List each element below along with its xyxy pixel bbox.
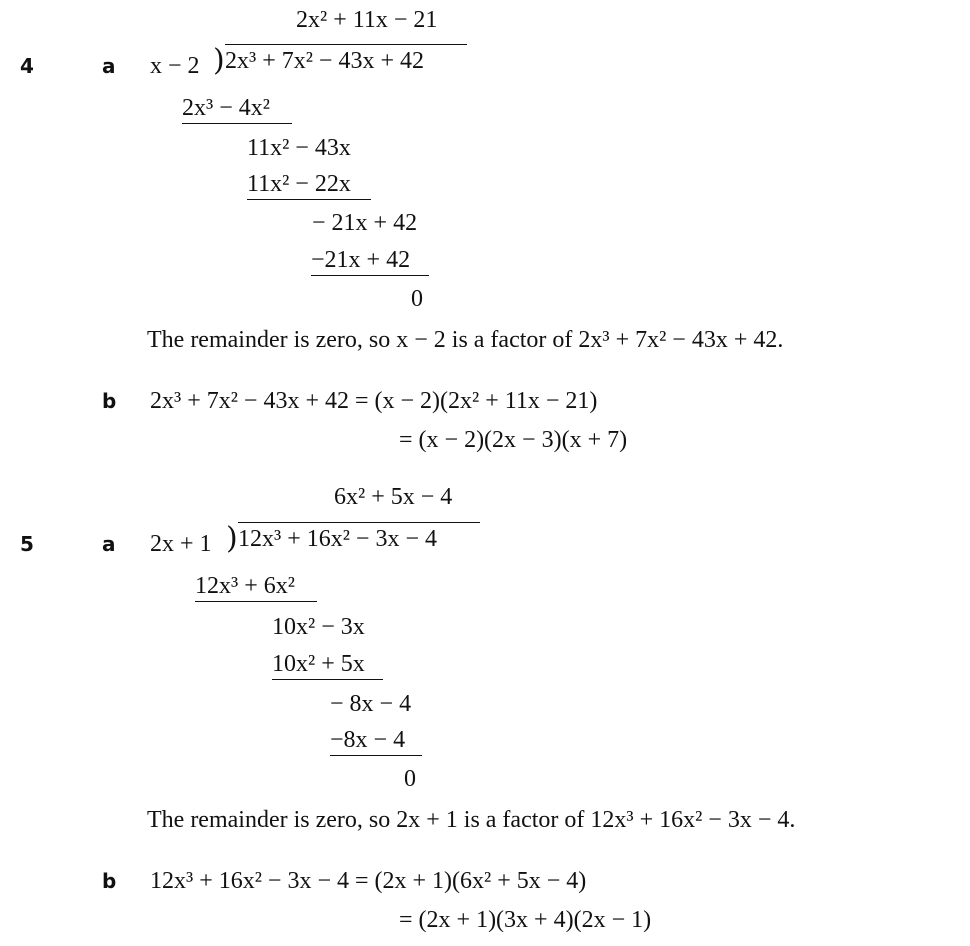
q5-quotient: 6x² + 5x − 4 <box>334 484 453 510</box>
q5-dividend: 12x³ + 16x² − 3x − 4 <box>238 522 480 551</box>
q4-remainder: 0 <box>411 286 423 312</box>
q4-quotient: 2x² + 11x − 21 <box>296 7 438 33</box>
q4-b-line-1: 2x³ + 7x² − 43x + 42 = (x − 2)(2x² + 11x − 21) <box>150 388 598 414</box>
q5-step-3: 10x² + 5x <box>272 652 383 680</box>
q5-part-b-label: b <box>102 869 117 893</box>
q5-b-line-1: 12x³ + 16x² − 3x − 4 = (2x + 1)(6x² + 5x − 4) <box>150 868 587 894</box>
q5-b-line-2: = (2x + 1)(3x + 4)(2x − 1) <box>399 907 652 933</box>
q4-number: 4 <box>20 54 34 78</box>
q4-step-2: 11x² − 43x <box>247 135 351 161</box>
q4-step-3: 11x² − 22x <box>247 172 371 200</box>
q5-part-a-label: a <box>102 532 116 556</box>
q5-step-4: − 8x − 4 <box>330 691 412 717</box>
q5-divisor: 2x + 1 <box>150 531 212 557</box>
q4-division-bracket: ) <box>213 43 225 78</box>
q4-step-4: − 21x + 42 <box>312 210 418 236</box>
q4-dividend: 2x³ + 7x² − 43x + 42 <box>225 44 467 73</box>
q5-step-2: 10x² − 3x <box>272 614 365 640</box>
q4-part-a-label: a <box>102 54 116 78</box>
q4-part-b-label: b <box>102 389 117 413</box>
q4-step-1: 2x³ − 4x² <box>182 96 292 124</box>
q5-step-1: 12x³ + 6x² <box>195 574 317 602</box>
q4-divisor: x − 2 <box>150 53 200 79</box>
q5-remainder: 0 <box>404 766 416 792</box>
q5-division-bracket: ) <box>226 521 238 556</box>
q5-conclusion: The remainder is zero, so 2x + 1 is a factor of 12x³ + 16x² − 3x − 4. <box>147 807 796 833</box>
q4-step-5: −21x + 42 <box>311 248 429 276</box>
q5-number: 5 <box>20 532 34 556</box>
q4-b-line-2: = (x − 2)(2x − 3)(x + 7) <box>399 427 628 453</box>
q5-step-5: −8x − 4 <box>330 728 422 756</box>
q4-conclusion: The remainder is zero, so x − 2 is a factor of 2x³ + 7x² − 43x + 42. <box>147 327 784 353</box>
